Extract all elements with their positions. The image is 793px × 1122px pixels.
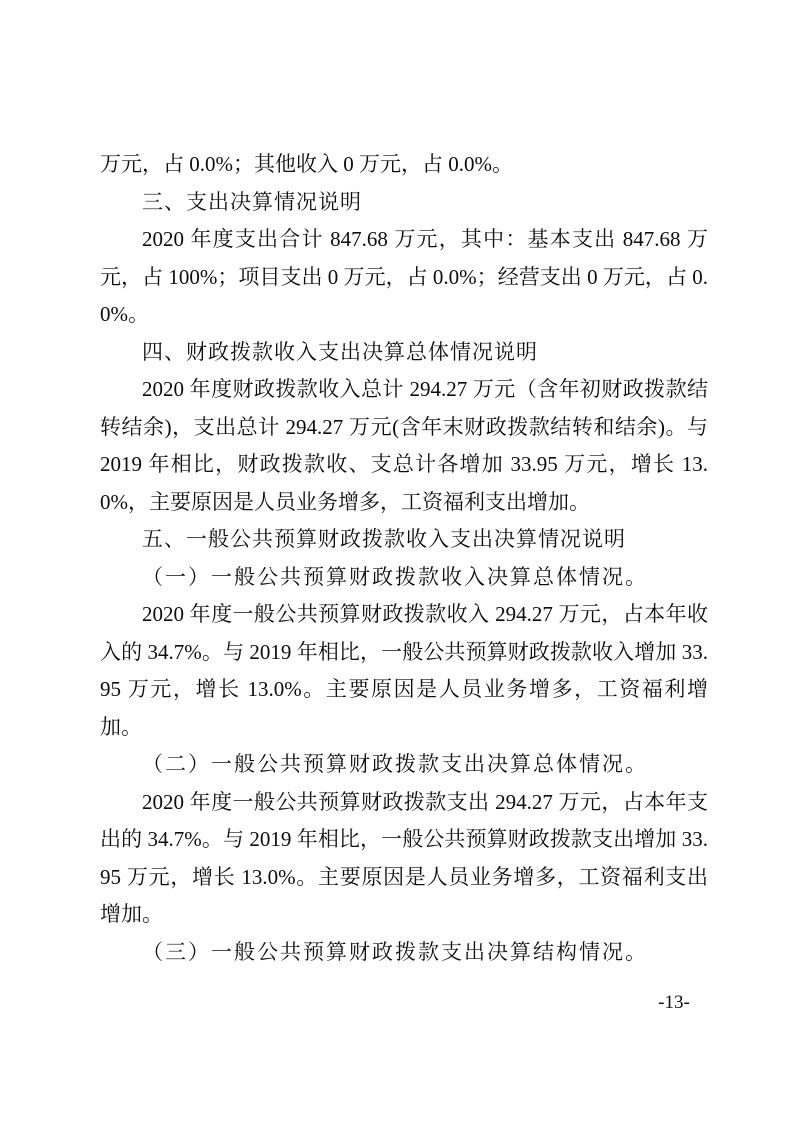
- section-fiscal-appropriation-paragraph: 2020 年度财政拨款收入总计 294.27 万元（含年初财政拨款结转结余)，支出总计 294.27 万元(含年末财政拨款结转和结余)。与 2019 年相比，财政拨款收、支总计各增加 33.95 万元，增长 13.0%，主要原因是人员业务增多，工资福利支出增加。: [100, 377, 708, 514]
- section-heading-fiscal-appropriation-overview: 四、财政拨款收入支出决算总体情况说明: [142, 340, 538, 364]
- subsection-heading-income-overview: （一）一般公共预算财政拨款收入决算总体情况。: [142, 564, 648, 589]
- page-number: -13-: [658, 992, 690, 1013]
- document-body: [100, 146, 708, 971]
- subsection-heading-expenditure-overview: （二）一般公共预算财政拨款支出决算总体情况。: [142, 752, 648, 776]
- section-heading-expenditure: 三、支出决算情况说明: [142, 190, 362, 214]
- section-expenditure-paragraph: 2020 年度支出合计 847.68 万元，其中：基本支出 847.68 万元，占 100%；项目支出 0 万元，占 0.0%；经营支出 0 万元，占 0.0%。: [100, 227, 708, 326]
- continuation-text: 万元，占 0.0%；其他收入 0 万元，占 0.0%。: [100, 152, 513, 176]
- subsection-income-paragraph: 2020 年度一般公共预算财政拨款收入 294.27 万元，占本年收入的 34.7%。与 2019 年相比，一般公共预算财政拨款收入增加 33.95 万元，增长 13.0%。主要原因是人员业务增多，工资福利增加。: [100, 602, 708, 739]
- section-heading-general-public-budget: 五、一般公共预算财政拨款收入支出决算情况说明: [142, 528, 626, 551]
- subsection-expenditure-paragraph: 2020 年度一般公共预算财政拨款支出 294.27 万元，占本年支出的 34.7%。与 2019 年相比，一般公共预算财政拨款支出增加 33.95 万元，增长 13.0%。主要原因是人员业务增多，工资福利支出增加。: [100, 789, 708, 926]
- subsection-heading-expenditure-structure: （三）一般公共预算财政拨款支出决算结构情况。: [142, 939, 648, 964]
